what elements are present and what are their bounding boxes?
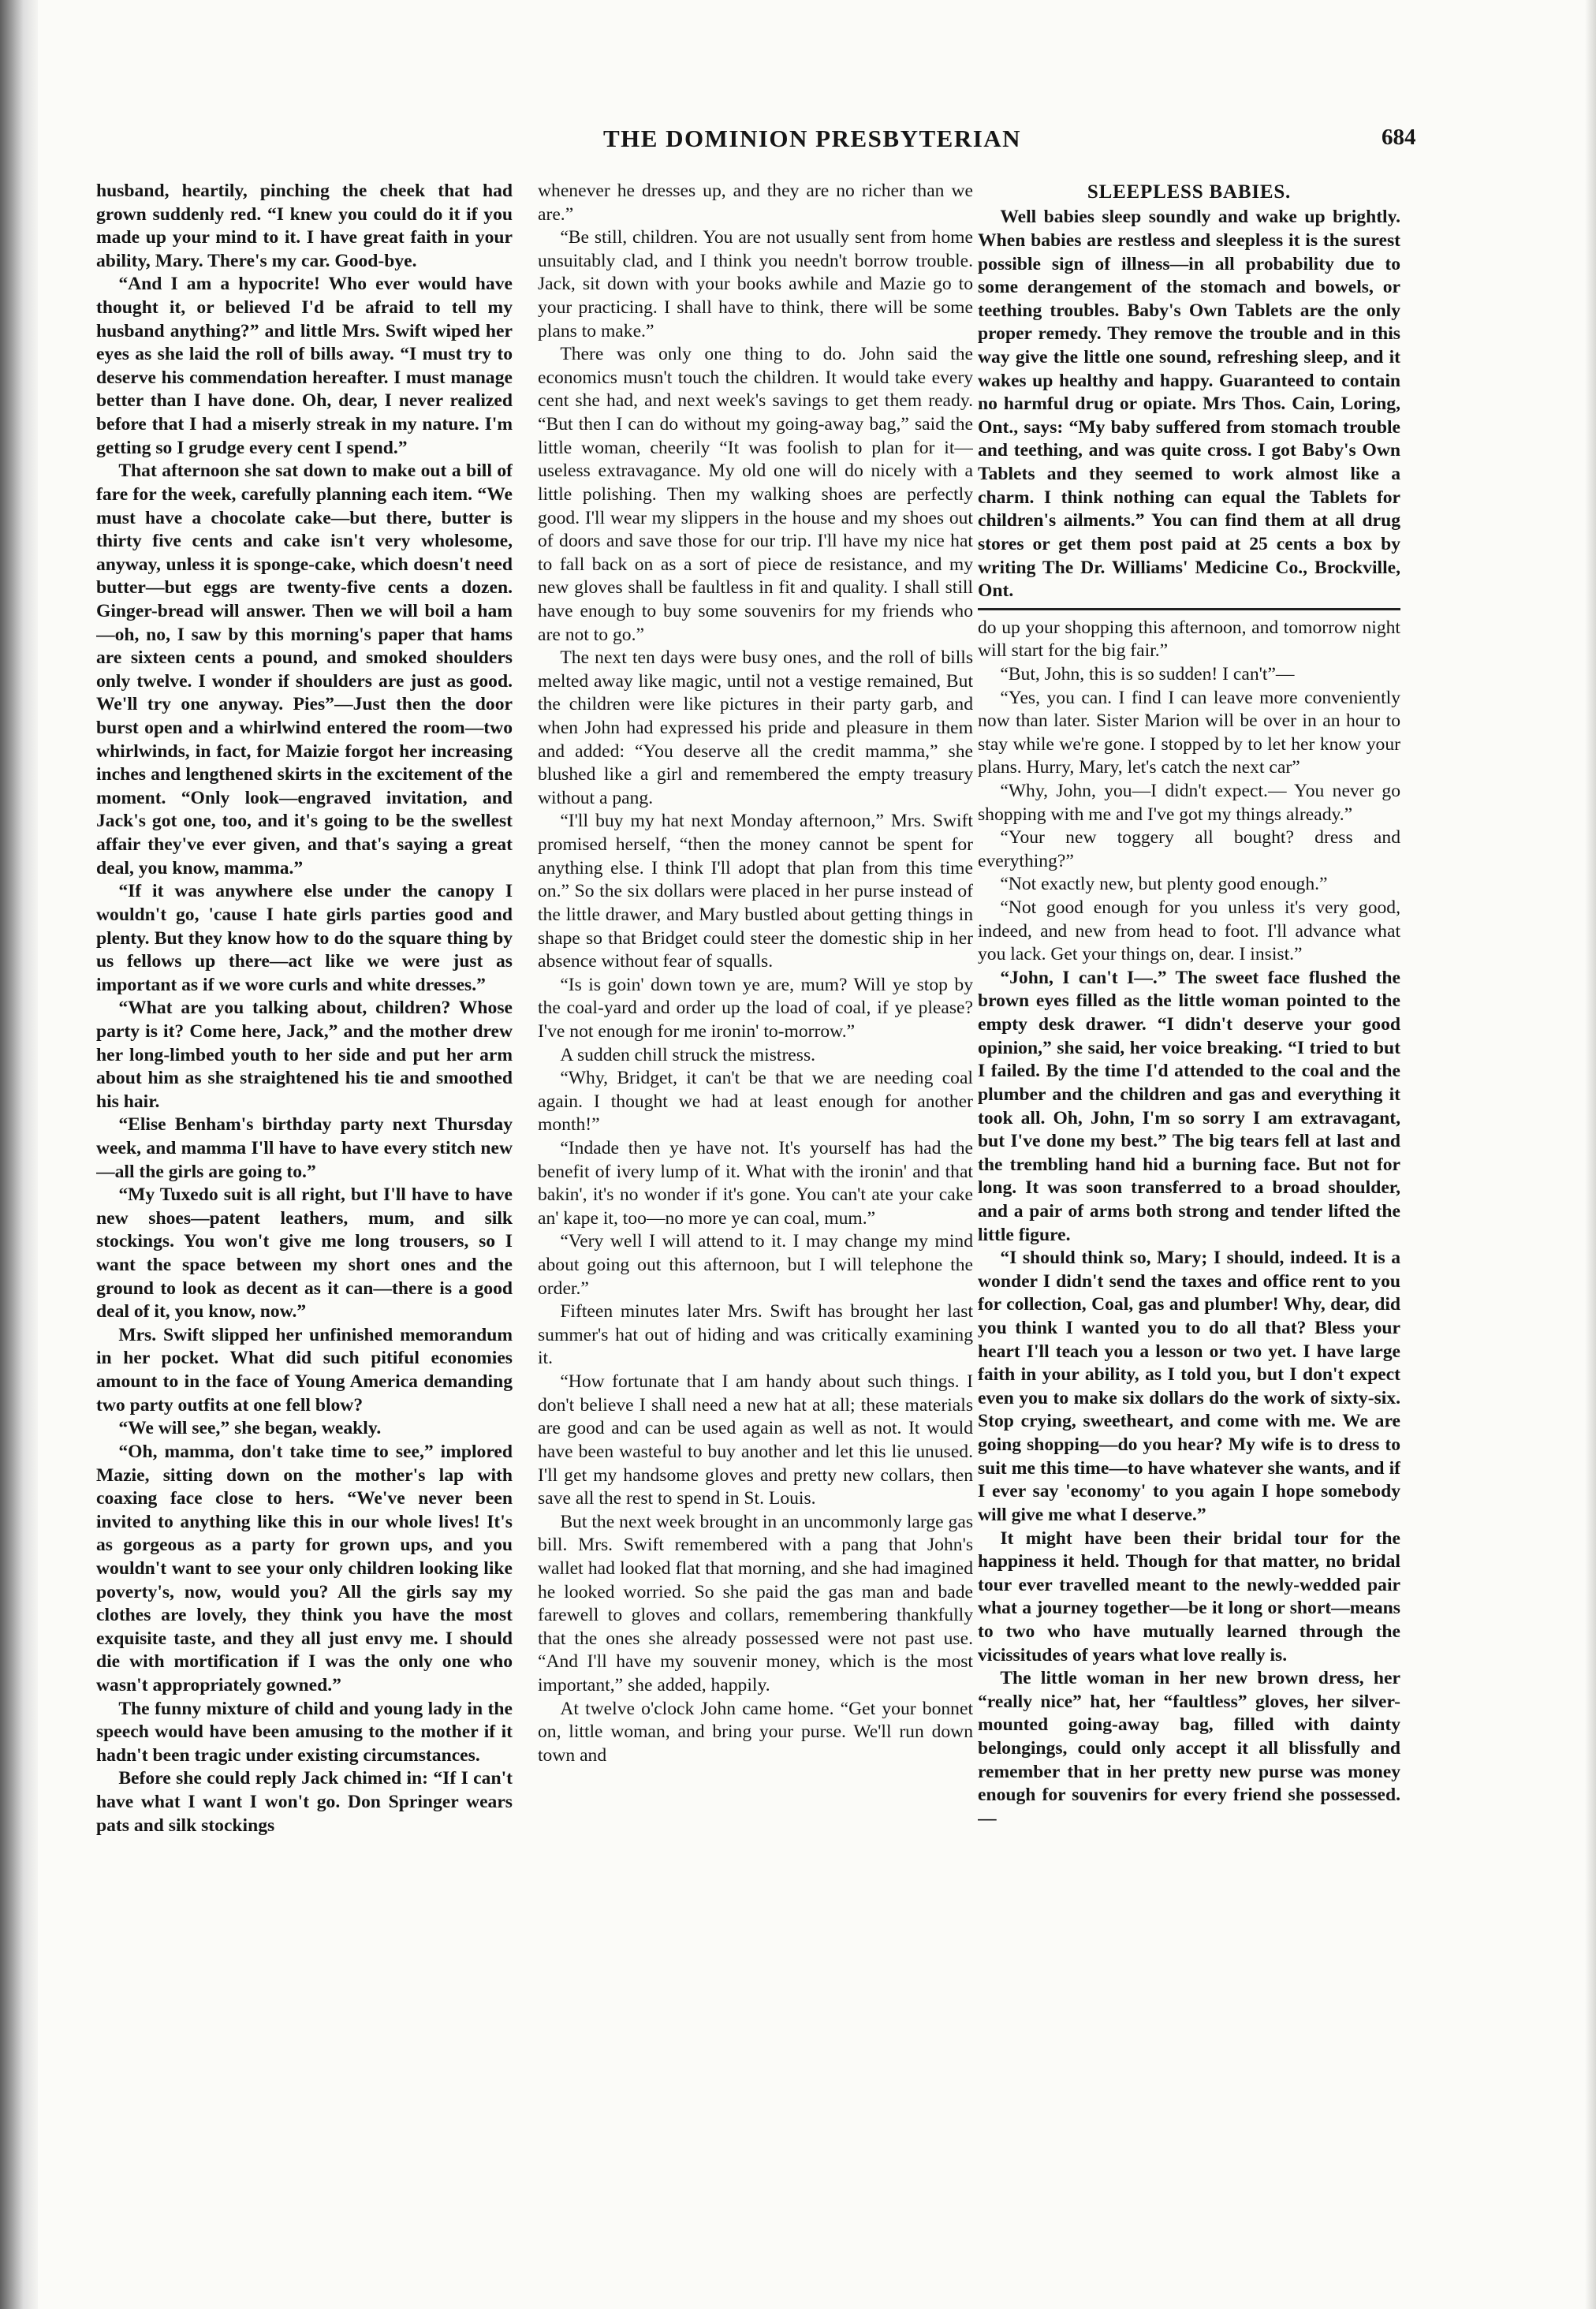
column3-paragraph: “Yes, you can. I find I can leave more conveniently now than later. Sister Marion will be over in an hour to stay while we're gone. I stopped by to let her know your plans. Hurry, Mary, let's catch the next car” <box>978 687 1400 778</box>
column3-paragraph: “I should think so, Mary; I should, indeed. It is a wonder I didn't send the taxes and office rent to you for collection, Coal, gas and plumber! Why, dear, did you think I wanted you to do all that? Bless your heart I'll teach you a lesson or two yet. I have large faith in your ability, as I told you, but I don't expect even you to make six dollars do the work of sixty-six. Stop crying, sweetheart, and come with me. We are going shopping—do you hear? My wife is to dress to suit me this time—to have whatever she wants, and if I ever say 'economy' to you again I hope somebody will give me what I deserve.” <box>978 1248 1400 1525</box>
column2-paragraph: “Is is goin' down town ye are, mum? Will ye stop by the coal-yard and order up the load of coal, if ye please? I've not enough for me ironin' to-morrow.” <box>538 974 973 1042</box>
column1-paragraph: “We will see,” she began, weakly. <box>118 1418 382 1439</box>
column1-paragraph: “Elise Benham's birthday party next Thursday week, and mamma I'll have to have every stitch new—all the girls are going to.” <box>96 1114 513 1182</box>
page-number: 684 <box>1382 125 1416 150</box>
column2-paragraph: The next ten days were busy ones, and the roll of bills melted away like magic, until not a vestige remained, But the children were like pictures in their party garb, and when John had expressed his pride and pleasure in them and added: “You deserve all the credit mamma,” she blushed like a girl and remembered the empty treasury without a pang. <box>538 647 973 808</box>
column2-paragraph: whenever he dresses up, and they are no richer than we are.” <box>538 181 973 225</box>
text-column-3 <box>978 180 1400 2246</box>
advert-text: Well babies sleep soundly and wake up brightly. When babies are restless and sleepless it is the surest possible sign of illness—in all probability due to some derangement of the stomach and bowels, or teething troubles. Baby's Own Tablets are the only proper remedy. They remove the trouble and in this way give the little one sound, refreshing sleep, and it wakes up healthy and happy. Guaranteed to contain no harmful drug or opiate. Mrs Thos. Cain, Loring, Ont., says: “My baby suffered from stomach trouble and teething, and was quite cross. I got Baby's Own Tablets and they seemed to work almost like a charm. I think nothing can equal the Tablets for children's ailments.” You can find them at all drug stores or get them post paid at 25 cents a box by writing The Dr. Williams' Medicine Co., Brockville, Ont. <box>978 207 1400 602</box>
column1-paragraph: “If it was anywhere else under the canopy I wouldn't go, 'cause I hate girls parties good and plenty. But they know how to do the square thing by us fellows up there—act like we were just as important as if we wore curls and white dresses.” <box>96 881 513 995</box>
journal-title: THE DOMINION PRESBYTERIAN <box>602 125 1022 152</box>
column1-paragraph: “What are you talking about, children? Whose party is it? Come here, Jack,” and the mother drew her long-limbed youth to her side and put her arm about him as she straightened his tie and smoothed his hair. <box>96 998 513 1112</box>
text-column-2 <box>538 180 973 2246</box>
column1-paragraph: That afternoon she sat down to make out a bill of fare for the week, carefully planning each item. “We must have a chocolate cake—but there, butter is thirty five cents and cake isn't very wholesome, anyway, unless it is sponge-cake, which doesn't need butter—but eggs are twenty-five cents a dozen. Ginger-bread will answer. Then we will boil a ham—oh, no, I saw by this morning's paper that hams are sixteen cents a pound, and smoked shoulders only twelve. I wonder if shoulders are just as good. We'll try one anyway. Pies”—Just then the door burst open and a whirlwind entered the room—two whirlwinds, in fact, for Maizie forgot her increasing inches and lengthened skirts in the excitement of the moment. “Only look—engraved invitation, and Jack's got one, too, and it's going to be the swellest affair they've ever given, and that's saying a great deal, you know, mamma.” <box>96 461 513 878</box>
column3-paragraph: “Not good enough for you unless it's very good, indeed, and new from head to foot. I'll advance what you lack. Get your things on, dear. I insist.” <box>978 897 1400 965</box>
column3-paragraph: do up your shopping this afternoon, and tomorrow night will start for the big fair.” <box>978 617 1400 662</box>
column2-paragraph: At twelve o'clock John came home. “Get your bonnet on, little woman, and bring your purse. We'll run down town and <box>538 1698 973 1766</box>
column3-paragraph: “Not exactly new, but plenty good enough.” <box>1000 874 1328 895</box>
column1-paragraph: The funny mixture of child and young lady in the speech would have been amusing to the mother if it hadn't been tragic under existing circumstances. <box>96 1698 513 1766</box>
page-edge-shadow <box>1585 0 1596 2309</box>
advert-title: SLEEPLESS BABIES. <box>1087 181 1292 203</box>
column1-paragraph: Mrs. Swift slipped her unfinished memorandum in her pocket. What did such pitiful economies amount to in the face of Young America demanding two party outfits at one fell blow? <box>96 1324 513 1416</box>
column2-paragraph: “Indade then ye have not. It's yourself has had the benefit of ivery lump of it. What with the ironin' and that bakin', it's no wonder if it's gone. You can't ate your cake an' kape it, too—no more ye can coal, mum.” <box>538 1137 973 1229</box>
advertisement <box>978 180 1400 610</box>
column2-paragraph: “Very well I will attend to it. I may change my mind about going out this afternoon, but I will telephone the order.” <box>538 1231 973 1299</box>
column2-paragraph: “How fortunate that I am handy about such things. I don't believe I shall need a new hat at all; these materials are good and can be used again as well as not. It would have been wasteful to buy another and let this lie unused. I'll get my handsome gloves and pretty new collars, then save all the rest to spend in St. Louis. <box>538 1371 973 1509</box>
page-header <box>95 125 1514 159</box>
column2-paragraph: But the next week brought in an uncommonly large gas bill. Mrs. Swift remembered with a pang that John's wallet had looked flat that morning, and she had imagined he looked worried. So she paid the gas man and bade farewell to gloves and collars, remembering thankfully that the ones she already possessed were not past use. “And I'll have my souvenir money, which is the most important,” she added, happily. <box>538 1511 973 1695</box>
column3-paragraph: “John, I can't I—.” The sweet face flushed the brown eyes filled as the little woman pointed to the empty desk drawer. “I didn't deserve your good opinion,” she said, her voice breaking. “I tried to but I failed. By the time I'd attended to the coal and the plumber and the children and gas and everything it took all. Oh, John, I'm so sorry I am extravagant, but I've done my best.” The big tears fell at last and the trembling hand hid a burning face. But not for long. It was soon transferred to a broad shoulder, and a pair of arms both strong and tender lifted the little figure. <box>978 967 1400 1245</box>
column1-paragraph: “And I am a hypocrite! Who ever would have thought it, or believed I'd be afraid to tell my husband anything?” and little Mrs. Swift wiped her eyes as she laid the roll of bills away. “I must try to deserve his commendation hereafter. I must manage better than I have done. Oh, dear, I never realized before that I had a miserly streak in my nature. I'm getting so I grudge every cent I spend.” <box>96 274 513 458</box>
column2-paragraph: “I'll buy my hat next Monday afternoon,” Mrs. Swift promised herself, “then the money cannot be spent for anything else. I think I'll adopt that plan from this time on.” So the six dollars were placed in her purse instead of the little drawer, and Mary bustled about getting things in shape so that Bridget could steer the domestic ship in her absence without fear of squalls. <box>538 811 973 972</box>
text-column-1 <box>96 180 513 2246</box>
column3-paragraph: “Why, John, you—I didn't expect.— You never go shopping with me and I've got my things already.” <box>978 781 1400 825</box>
advert-divider <box>978 608 1400 610</box>
column1-paragraph: “My Tuxedo suit is all right, but I'll have to have new shoes—patent leathers, mum, and silk stockings. You won't give me long trousers, so I want the space between my short ones and the ground to look as decent as it can—there is a good deal of it, you know, now.” <box>96 1184 513 1322</box>
column3-paragraph: It might have been their bridal tour for the happiness it held. Though for that matter, no bridal tour ever travelled meant to the newly-wedded pair what a journey together—be it long or short—means to two who have mutually learned through the vicissitudes of years what love really is. <box>978 1528 1400 1666</box>
column2-paragraph: Fifteen minutes later Mrs. Swift has brought her last summer's hat out of hiding and was critically examining it. <box>538 1301 973 1369</box>
column1-paragraph: Before she could reply Jack chimed in: “If I can't have what I want I won't go. Don Springer wears pats and silk stockings <box>96 1768 513 1836</box>
column3-paragraph: “But, John, this is so sudden! I can't”— <box>1000 663 1295 684</box>
column2-paragraph: “Be still, children. You are not usually sent from home unsuitably clad, and I think you needn't borrow trouble. Jack, sit down with your books awhile and Mazie go to your practicing. I shall have to think, there will be some plans to make.” <box>538 227 973 341</box>
column1-paragraph: husband, heartily, pinching the cheek that had grown suddenly red. “I knew you could do it if you made up your mind to it. I have great faith in your ability, Mary. There's my car. Good-bye. <box>96 181 513 271</box>
column3-paragraph: “Your new toggery all bought? dress and everything?” <box>978 827 1400 871</box>
column2-paragraph: “Why, Bridget, it can't be that we are needing coal again. I thought we had at least enough for another month!” <box>538 1068 973 1136</box>
column1-paragraph: “Oh, mamma, don't take time to see,” implored Mazie, sitting down on the mother's lap with coaxing face close to hers. “We've never been invited to anything like this in our whole lives! It's as gorgeous as a party for grown ups, and you wouldn't want to see your only children looking like poverty's, now, would you? All the girls say my clothes are lovely, they think you have the most exquisite taste, and they all just envy me. I should die with mortification if I was the only one who wasn't appropriately gowned.” <box>96 1441 513 1695</box>
column3-paragraph: The little woman in her new brown dress, her “really nice” hat, her “faultless” gloves, her silver-mounted going-away bag, filled with dainty belongings, could only accept it all blissfully and remember that in her pretty new purse was money enough for souvenirs for every friend she possessed.— <box>978 1668 1400 1829</box>
page-binding-shadow <box>0 0 38 2309</box>
column2-paragraph: There was only one thing to do. John said the economics musn't touch the children. It would take every cent she had, and next week's savings to get them ready. “But then I can do without my going-away bag,” said the little woman, cheerily “It was foolish to plan for it—useless extravagance. My old one will do nicely with a little polishing. Then my walking shoes are perfectly good. I'll wear my slippers in the house and my shoes out of doors and save those for our trip. I'll have my nice hat to fall back on as a sort of piece de resistance, and my new gloves shall be faultless in fit and quality. I shall still have enough to buy some souvenirs for my friends who are not to go.” <box>538 344 973 645</box>
column2-paragraph: A sudden chill struck the mistress. <box>560 1044 816 1065</box>
